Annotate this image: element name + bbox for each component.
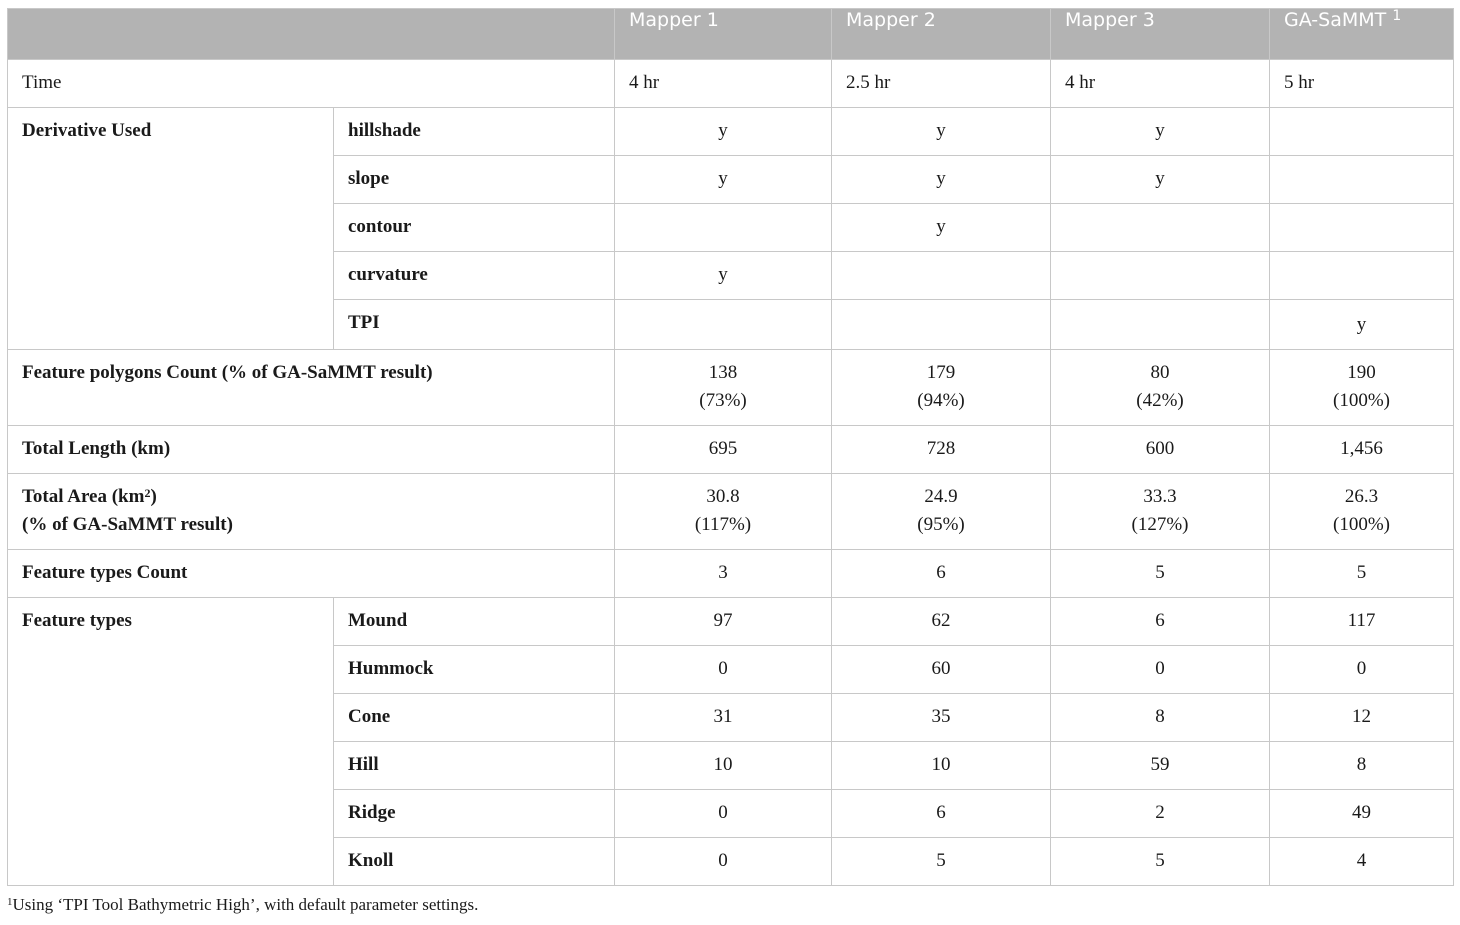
polygons-cell	[1051, 350, 1270, 426]
derivative-cell: y	[832, 156, 1051, 204]
polygons-percent: (94%)	[917, 390, 965, 411]
feature-type-cell: 62	[832, 598, 1051, 646]
length-row	[8, 426, 1454, 474]
polygons-label: Feature polygons Count (% of GA-SaMMT result)	[8, 350, 615, 426]
area-percent: (95%)	[917, 514, 965, 535]
feature-type-cell: 35	[832, 694, 1051, 742]
time-row	[8, 60, 1454, 108]
derivative-cell	[1051, 300, 1270, 350]
feature-type-name: Knoll	[334, 838, 615, 886]
polygons-count: 138	[708, 362, 738, 383]
area-percent: (117%)	[694, 514, 752, 535]
derivative-cell	[832, 252, 1051, 300]
length-value: 728	[832, 426, 1051, 474]
feature-type-cell: 97	[615, 598, 832, 646]
polygons-cell	[832, 350, 1051, 426]
feature-type-name: Cone	[334, 694, 615, 742]
derivative-cell	[1051, 204, 1270, 252]
feature-type-cell: 0	[615, 838, 832, 886]
feature-type-cell: 0	[1051, 646, 1270, 694]
area-row	[8, 474, 1454, 550]
area-label-main: Total Area (km	[22, 486, 145, 507]
feature-type-name: Mound	[334, 598, 615, 646]
length-value: 600	[1051, 426, 1270, 474]
types-count-value: 6	[832, 550, 1051, 598]
time-value: 4 hr	[615, 60, 832, 108]
polygons-count: 80	[1150, 362, 1170, 383]
area-percent: (127%)	[1131, 514, 1189, 535]
derivative-name: TPI	[334, 300, 615, 350]
header-blank	[8, 9, 615, 60]
area-cell	[615, 474, 832, 550]
feature-type-cell: 117	[1270, 598, 1454, 646]
area-percent: (100%)	[1333, 514, 1390, 535]
length-value: 1,456	[1270, 426, 1454, 474]
derivative-name: contour	[334, 204, 615, 252]
feature-type-cell: 6	[832, 790, 1051, 838]
derivative-cell: y	[832, 204, 1051, 252]
feature-type-cell: 6	[1051, 598, 1270, 646]
area-value: 26.3	[1344, 486, 1379, 507]
types-count-label: Feature types Count	[8, 550, 615, 598]
feature-type-name: Hill	[334, 742, 615, 790]
polygons-cell	[615, 350, 832, 426]
derivative-cell	[1270, 252, 1454, 300]
feature-type-cell: 49	[1270, 790, 1454, 838]
feature-type-cell: 0	[615, 646, 832, 694]
feature-type-cell: 0	[615, 790, 832, 838]
area-label-superscript: 2	[144, 486, 151, 500]
feature-types-label: Feature types	[8, 598, 334, 886]
polygons-count: 179	[926, 362, 956, 383]
types-count-row	[8, 550, 1454, 598]
derivative-cell: y	[1051, 108, 1270, 156]
area-value: 30.8	[706, 486, 740, 507]
area-cell	[1051, 474, 1270, 550]
feature-type-cell: 10	[832, 742, 1051, 790]
length-value: 695	[615, 426, 832, 474]
types-count-value: 5	[1051, 550, 1270, 598]
polygons-percent: (73%)	[699, 390, 747, 411]
types-count-value: 3	[615, 550, 832, 598]
derivative-row	[8, 108, 1454, 156]
derivative-cell	[832, 300, 1051, 350]
header-ga-sammt	[1270, 9, 1454, 60]
time-label: Time	[8, 60, 615, 108]
footnote-marker: 1	[7, 896, 13, 908]
feature-type-cell: 2	[1051, 790, 1270, 838]
derivative-label: Derivative Used	[8, 108, 334, 350]
time-value: 5 hr	[1270, 60, 1454, 108]
feature-type-cell: 4	[1270, 838, 1454, 886]
area-cell	[1270, 474, 1454, 550]
feature-type-name: Ridge	[334, 790, 615, 838]
feature-type-cell: 5	[832, 838, 1051, 886]
area-label-line2: (% of GA-SaMMT result)	[22, 514, 233, 535]
polygons-count: 190	[1347, 362, 1376, 383]
feature-type-cell: 10	[615, 742, 832, 790]
derivative-cell: y	[615, 108, 832, 156]
header-row	[8, 9, 1454, 60]
feature-type-cell: 59	[1051, 742, 1270, 790]
derivative-cell	[1270, 108, 1454, 156]
feature-type-cell: 8	[1270, 742, 1454, 790]
derivative-cell	[1051, 252, 1270, 300]
area-cell	[832, 474, 1051, 550]
derivative-name: curvature	[334, 252, 615, 300]
feature-type-cell: 5	[1051, 838, 1270, 886]
table-footnote	[7, 895, 478, 915]
polygons-row	[8, 350, 1454, 426]
feature-type-cell: 31	[615, 694, 832, 742]
feature-type-row	[8, 598, 1454, 646]
comparison-table	[7, 8, 1454, 886]
derivative-name: hillshade	[334, 108, 615, 156]
derivative-cell	[1270, 204, 1454, 252]
header-mapper-1: Mapper 1	[615, 9, 832, 60]
derivative-cell	[615, 204, 832, 252]
header-mapper-2: Mapper 2	[832, 9, 1051, 60]
derivative-cell: y	[1051, 156, 1270, 204]
time-value: 2.5 hr	[832, 60, 1051, 108]
header-footnote-marker: 1	[1392, 8, 1402, 24]
derivative-cell	[1270, 156, 1454, 204]
feature-type-cell: 12	[1270, 694, 1454, 742]
polygons-percent: (100%)	[1333, 390, 1390, 411]
derivative-cell	[615, 300, 832, 350]
header-mapper-3: Mapper 3	[1051, 9, 1270, 60]
derivative-cell: y	[615, 156, 832, 204]
types-count-value: 5	[1270, 550, 1454, 598]
area-label-close: )	[150, 486, 157, 507]
feature-type-cell: 8	[1051, 694, 1270, 742]
area-value: 33.3	[1143, 486, 1177, 507]
derivative-cell: y	[832, 108, 1051, 156]
polygons-percent: (42%)	[1136, 390, 1184, 411]
derivative-cell: y	[1270, 300, 1454, 350]
derivative-cell: y	[615, 252, 832, 300]
area-value: 24.9	[924, 486, 958, 507]
header-ga-sammt-label: GA-SaMMT	[1284, 9, 1387, 31]
polygons-cell	[1270, 350, 1454, 426]
feature-type-cell: 60	[832, 646, 1051, 694]
time-value: 4 hr	[1051, 60, 1270, 108]
area-label	[8, 474, 615, 550]
feature-type-name: Hummock	[334, 646, 615, 694]
feature-type-cell: 0	[1270, 646, 1454, 694]
footnote-text: Using ‘TPI Tool Bathymetric High’, with default parameter settings.	[12, 895, 479, 914]
length-label: Total Length (km)	[8, 426, 615, 474]
derivative-name: slope	[334, 156, 615, 204]
